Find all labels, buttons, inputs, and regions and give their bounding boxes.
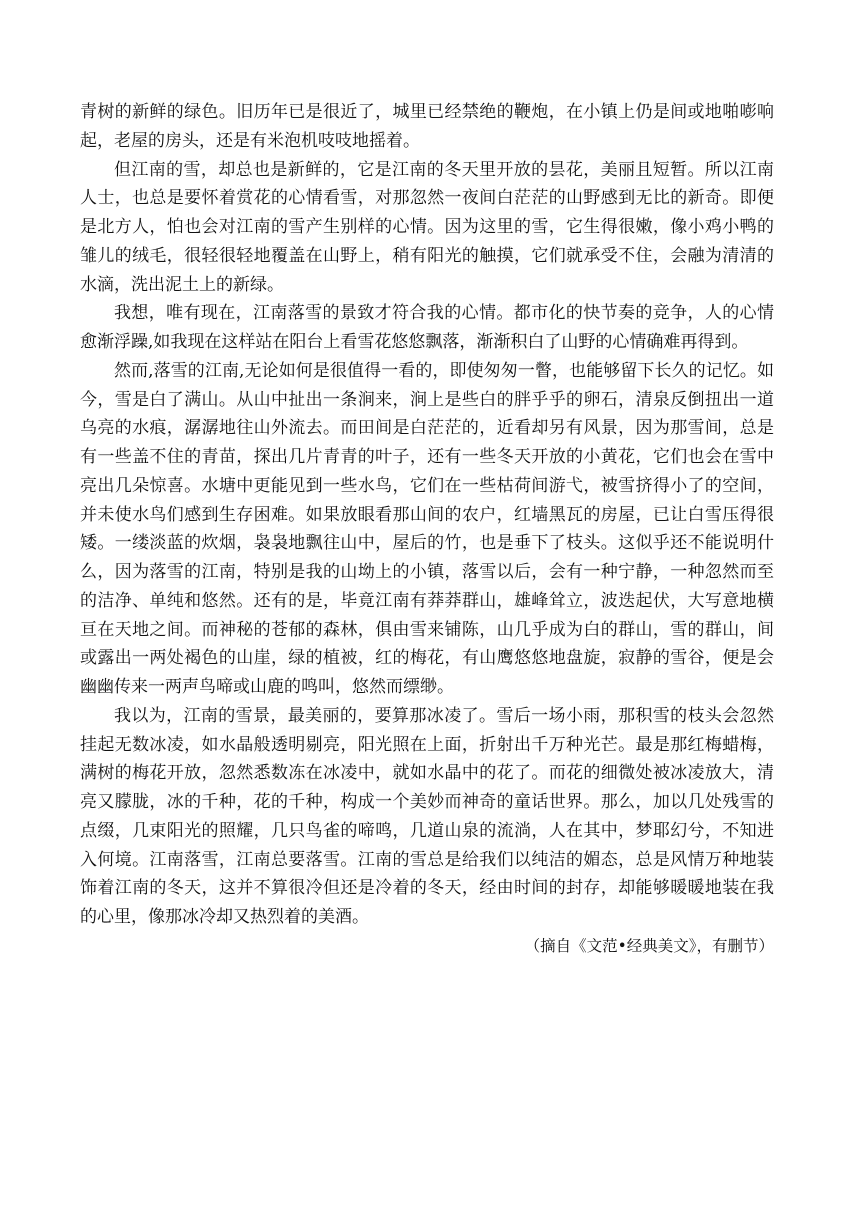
paragraph-2: 但江南的雪，却总也是新鲜的，它是江南的冬天里开放的昙花，美丽且短暂。所以江南人士，也总是要怀着赏花的心情看雪，对那忽然一夜间白茫茫的山野感到无比的新奇。即便是北方人，怕也会对江南的雪产生别样的心情。因为这里的雪，它生得很嫩，像小鸡小鸭的雏儿的绒毛，很轻很轻地覆盖在山野上，稍有阳光的触摸，它们就承受不住，会融为清清的水滴，洗出泥土上的新绿。: [80, 159, 774, 295]
source-citation: （摘自《文范•经典美文》，有删节）: [524, 936, 774, 955]
paragraph-3: 我想，唯有现在，江南落雪的景致才符合我的心情。都市化的快节奏的竞争，人的心情愈渐浮躁,如我现在这样站在阳台上看雪花悠悠飘落，渐渐积白了山野的心情确难再得到。: [80, 303, 774, 352]
paragraph-1: 青树的新鲜的绿色。旧历年已是很近了，城里已经禁绝的鞭炮，在小镇上仍是间或地啪嘭响起，老屋的房头，还是有米泡机吱吱地摇着。: [80, 102, 774, 151]
paragraph-5: 我以为，江南的雪景，最美丽的，要算那冰凌了。雪后一场小雨，那积雪的枝头会忽然挂起无数冰凌，如水晶般透明剔亮，阳光照在上面，折射出千万种光芒。最是那红梅蜡梅，满树的梅花开放，忽然悉数冻在冰凌中，就如水晶中的花了。而花的细微处被冰凌放大，清亮又朦胧，冰的千种，花的千种，构成一个美妙而神奇的童话世界。那么，加以几处残雪的点缀，几束阳光的照耀，几只鸟雀的啼鸣，几道山泉的流淌，人在其中，梦耶幻兮，不知进入何境。江南落雪，江南总要落雪。江南的雪总是给我们以纯洁的媚态，总是风情万种地装饰着江南的冬天，这并不算很冷但还是冷着的冬天，经由时间的封存，却能够暖暖地装在我的心里，像那冰冷却又热烈着的美酒。: [80, 705, 774, 927]
paragraph-4: 然而,落雪的江南,无论如何是很值得一看的，即使匆匆一瞥，也能够留下长久的记忆。如今，雪是白了满山。从山中扯出一条涧来，涧上是些白的胖乎乎的卵石，清泉反倒扭出一道乌亮的水痕，潺潺地往山外流去。而田间是白茫茫的，近看却另有风景，因为那雪间，总是有一些盖不住的青苗，探出几片青青的叶子，还有一些冬天开放的小黄花，它们也会在雪中亮出几朵惊喜。水塘中更能见到一些水鸟，它们在一些枯荷间游弋，被雪挤得小了的空间，并未使水鸟们感到生存困难。如果放眼看那山间的农户，红墙黑瓦的房屋，已让白雪压得很矮。一缕淡蓝的炊烟，袅袅地飘往山中，屋后的竹，也是垂下了枝头。这似乎还不能说明什么，因为落雪的江南，特别是我的山坳上的小镇，落雪以后，会有一种宁静，一种忽然而至的洁净、单纯和悠然。还有的是，毕竟江南有莽莽群山，雄峰耸立，波迭起伏，大写意地横亘在天地之间。而神秘的苍郁的森林，俱由雪来铺陈，山几乎成为白的群山，雪的群山，间或露出一两处褐色的山崖，绿的植被，红的梅花，有山鹰悠悠地盘旋，寂静的雪谷，便是会幽幽传来一两声鸟啼或山鹿的鸣叫，悠然而缥缈。: [80, 360, 774, 697]
document-body: [80, 98, 774, 961]
